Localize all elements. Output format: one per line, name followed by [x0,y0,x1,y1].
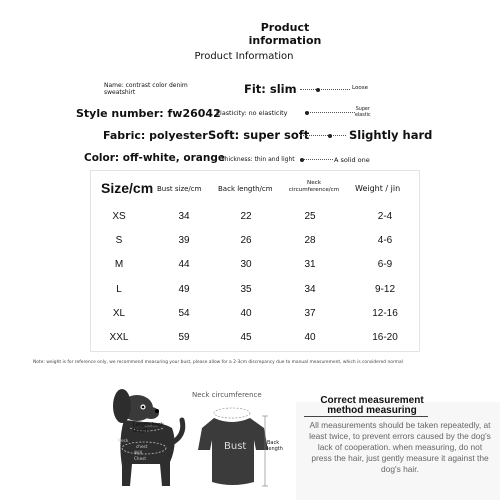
fabric: Fabric: polyester [103,129,208,142]
elasticity-right: Super elastic [355,107,371,118]
thickness-right: A solid one [334,156,370,164]
dog-length-label: Length back length [133,422,164,434]
soft-indicator [328,134,332,138]
table-header-neck: Neck circumference/cm [288,180,340,193]
thickness-scale [300,159,333,160]
soft-right: Slightly hard [349,128,433,142]
value-cell: 12-16 [372,307,398,319]
value-cell: 6-9 [377,259,393,271]
shirt-back-label: Back length [267,440,283,452]
value-cell: 37 [304,307,316,319]
value-cell: 35 [240,283,252,295]
fit-right: Loose [352,85,368,91]
style-number: Style number: fw26042 [76,107,221,120]
value-cell: 40 [304,332,316,343]
value-cell: 49 [178,283,190,295]
soft-scale [300,135,346,136]
size-cell: XL [112,307,126,319]
dog-bust-label: Chest [134,456,146,461]
color: Color: off-white, orange [84,152,225,164]
size-cell: M [114,259,124,271]
value-cell: 34 [178,211,190,222]
elasticity-scale [305,112,355,113]
value-cell: 9-12 [374,283,395,295]
table-header-weight: Weight / jin [355,184,401,193]
neck-circumference-label: Neck circumference [192,391,262,399]
elasticity-indicator [305,111,309,115]
value-cell: 59 [178,332,190,343]
product-title: Product information [248,21,322,47]
dog-neck-label: Neck [118,438,129,443]
value-cell: 28 [304,235,316,247]
value-cell: 25 [304,211,316,222]
fit-scale [300,89,350,90]
value-cell: 2-4 [377,211,393,222]
value-cell: 45 [240,332,252,343]
dog-silhouette [100,384,200,494]
fit-indicator [316,88,320,92]
size-cell: XS [112,211,126,222]
soft-label: Soft: super soft [208,128,310,142]
value-cell: 31 [304,259,316,271]
product-name: Name: contrast color denim sweatshirt [104,82,188,96]
dog-figure [100,384,200,494]
shirt-figure [192,400,284,492]
table-header-back: Back length/cm [218,185,273,193]
thickness-label: Thickness: thin and light [221,156,295,163]
fit-label: Fit: slim [244,82,297,96]
value-cell: 40 [240,307,252,319]
note: Note: weight is for reference only, we recommend measuring your bust, please allow for a 2-3cm discrepancy due to manual measurement, which is considered normal [33,360,403,365]
value-cell: 26 [240,235,252,247]
measure-underline [304,416,428,417]
value-cell: 30 [240,259,252,271]
value-cell: 44 [178,259,190,271]
value-cell: 22 [240,211,252,222]
size-table [90,170,420,352]
shirt-bust-label: Bust [224,441,247,452]
elasticity-label: Elasticity: no elasticity [216,109,288,117]
measure-text: All measurements should be taken repeatedly, at least twice, to prevent errors caused by the dog's lack of cooperation. when measuring, do not press the hair, just gently measure it against the dog's hair. [309,420,491,474]
dog-chest-label: chest [136,444,148,449]
value-cell: 4-6 [377,235,393,247]
size-cell: L [116,283,122,295]
product-subtitle: Product Information [194,51,294,62]
size-cell: S [115,235,123,247]
table-header-bust: Bust size/cm [157,185,202,193]
measure-title: Correct measurement method measuring [320,395,424,416]
value-cell: 54 [178,307,190,319]
value-cell: 39 [178,235,190,247]
value-cell: 34 [304,283,316,295]
value-cell: 16-20 [372,332,398,343]
thickness-indicator [300,158,304,162]
table-header-size: Size/cm [101,180,154,196]
dog-chest2-label: 胸围 [134,450,143,455]
size-cell: XXL [109,332,129,343]
